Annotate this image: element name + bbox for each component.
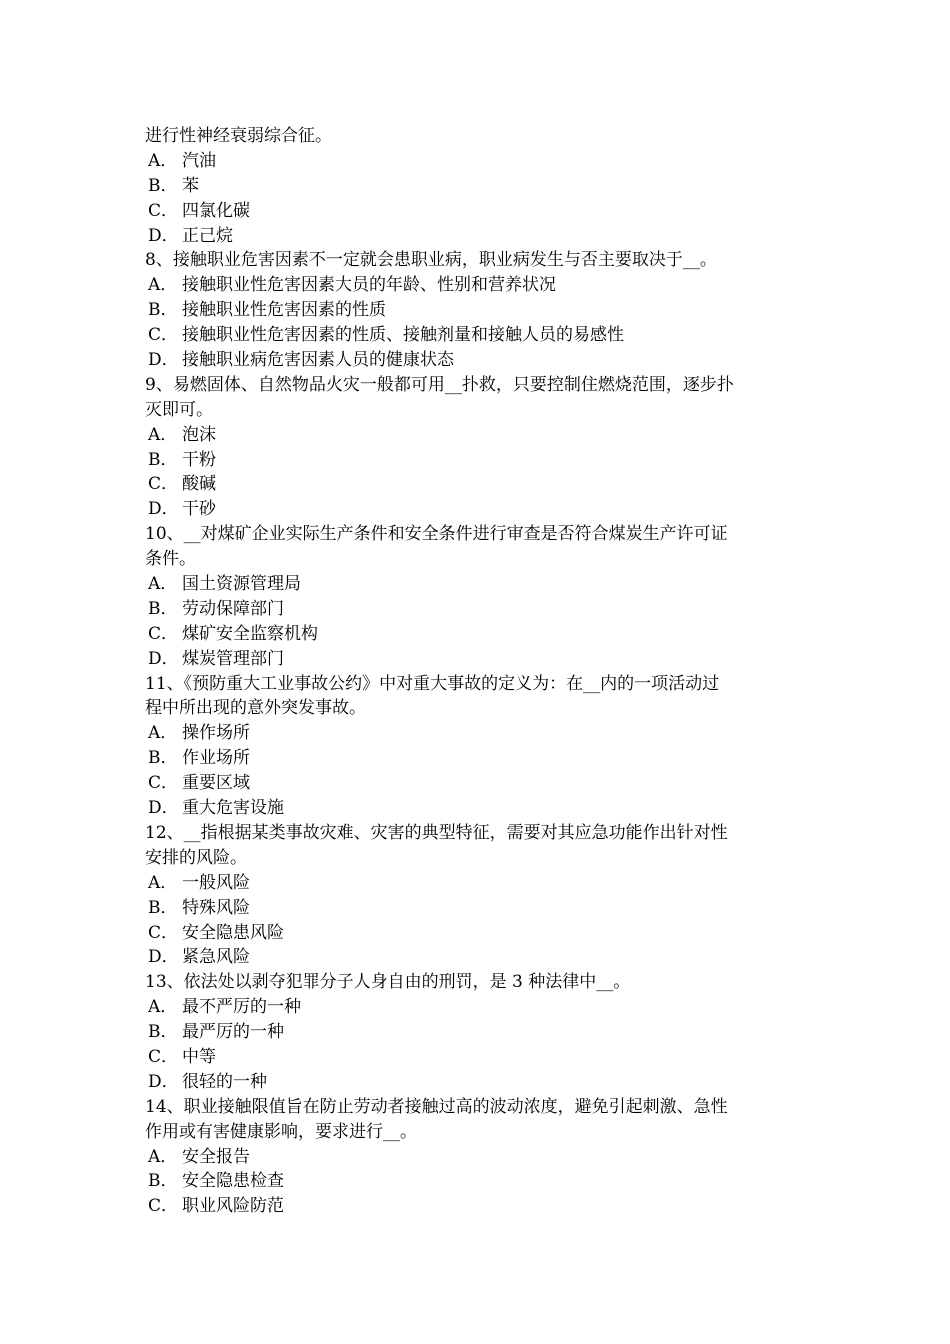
option-letter: D． — [148, 499, 179, 520]
question-10-option-c — [145, 622, 810, 647]
option-text: 汽油 — [182, 150, 216, 171]
question-12-option-d — [145, 945, 810, 970]
document-page — [145, 124, 810, 1219]
option-text: 重要区域 — [182, 773, 250, 794]
question-13-stem: 13、依法处以剥夺犯罪分子人身自由的刑罚，是 3 种法律中__。 — [145, 972, 631, 993]
question-14-stem-line-2: 作用或有害健康影响，要求进行__。 — [145, 1121, 417, 1142]
question-7-option-c — [145, 199, 810, 224]
option-text: 苯 — [182, 175, 199, 196]
option-text: 安全隐患检查 — [182, 1171, 284, 1192]
option-letter: C． — [148, 1046, 179, 1067]
option-letter: B． — [148, 300, 178, 321]
option-letter: A． — [148, 997, 178, 1018]
option-text: 安全隐患风险 — [182, 922, 284, 943]
question-10-option-d — [145, 647, 810, 672]
option-text: 接触职业病危害因素人员的健康状态 — [182, 350, 454, 371]
question-11-stem-line-2: 程中所出现的意外突发事故。 — [145, 698, 366, 719]
question-7-stem-tail: 进行性神经衰弱综合征。 — [145, 126, 332, 146]
option-letter: C． — [148, 623, 179, 644]
question-13-option-c — [145, 1045, 810, 1070]
question-10-stem-line-1: 10、__对煤矿企业实际生产条件和安全条件进行审查是否符合煤炭生产许可证 — [145, 524, 728, 545]
option-text: 操作场所 — [182, 723, 250, 744]
question-12-option-b — [145, 896, 810, 921]
option-letter: B． — [148, 598, 178, 619]
option-text: 最严厉的一种 — [182, 1022, 284, 1043]
question-14-option-b — [145, 1169, 810, 1194]
option-text: 酸碱 — [182, 474, 216, 495]
question-12-option-c — [145, 921, 810, 946]
option-letter: B． — [148, 175, 178, 196]
option-text: 一般风险 — [182, 872, 250, 893]
option-letter: A． — [148, 574, 178, 595]
option-text: 很轻的一种 — [182, 1071, 267, 1092]
question-12-stem-line-2: 安排的风险。 — [145, 847, 247, 868]
option-letter: D． — [148, 225, 179, 246]
option-text: 作业场所 — [182, 748, 250, 769]
option-letter: D． — [148, 350, 179, 371]
question-11-option-c — [145, 771, 810, 796]
question-7-option-b — [145, 174, 810, 199]
option-text: 煤矿安全监察机构 — [182, 623, 318, 644]
question-11-option-a — [145, 721, 810, 746]
option-letter: C． — [148, 474, 179, 495]
option-letter: D． — [148, 648, 179, 669]
option-text: 国土资源管理局 — [182, 574, 301, 595]
option-text: 紧急风险 — [182, 947, 250, 968]
question-8-option-b — [145, 298, 810, 323]
option-text: 干砂 — [182, 499, 216, 520]
option-letter: A． — [148, 275, 178, 296]
question-11-option-d — [145, 796, 810, 821]
option-letter: A． — [148, 424, 178, 445]
option-letter: C． — [148, 325, 179, 346]
option-letter: B． — [148, 1022, 178, 1043]
option-letter: A． — [148, 872, 178, 893]
option-letter: C． — [148, 1196, 179, 1217]
question-9-option-d — [145, 497, 810, 522]
option-letter: B． — [148, 1171, 178, 1192]
option-letter: A． — [148, 723, 178, 744]
option-text: 接触职业性危害因素的性质 — [182, 300, 386, 321]
option-letter: D． — [148, 1071, 179, 1092]
question-10-option-a — [145, 572, 810, 597]
option-letter: B． — [148, 449, 178, 470]
option-text: 最不严厉的一种 — [182, 997, 301, 1018]
question-11-stem-line-1: 11、《预防重大工业事故公约》中对重大事故的定义为：在__内的一项活动过 — [145, 673, 720, 694]
question-9-stem-line-2: 灭即可。 — [145, 399, 213, 420]
option-text: 正己烷 — [182, 225, 233, 246]
option-letter: C． — [148, 773, 179, 794]
option-letter: B． — [148, 748, 178, 769]
question-8-option-d — [145, 348, 810, 373]
question-7-option-d — [145, 224, 810, 249]
option-text: 泡沫 — [182, 424, 216, 445]
question-10-stem-line-2: 条件。 — [145, 549, 196, 570]
question-9-option-c — [145, 472, 810, 497]
option-text: 职业风险防范 — [182, 1196, 284, 1217]
option-text: 特殊风险 — [182, 897, 250, 918]
question-8-stem: 8、接触职业危害因素不一定就会患职业病，职业病发生与否主要取决于__。 — [145, 250, 717, 271]
option-letter: D． — [148, 947, 179, 968]
question-8-option-c — [145, 323, 810, 348]
question-14-option-a — [145, 1145, 810, 1170]
option-text: 劳动保障部门 — [182, 598, 284, 619]
question-13-option-d — [145, 1070, 810, 1095]
option-text: 重大危害设施 — [182, 798, 284, 819]
question-14-option-c — [145, 1194, 810, 1219]
option-letter: A． — [148, 1146, 178, 1167]
option-letter: D． — [148, 798, 179, 819]
question-10-option-b — [145, 597, 810, 622]
option-text: 接触职业性危害因素的性质、接触剂量和接触人员的易感性 — [182, 325, 624, 346]
question-12-option-a — [145, 871, 810, 896]
question-13-option-b — [145, 1020, 810, 1045]
option-text: 安全报告 — [182, 1146, 250, 1167]
question-12-stem-line-1: 12、__指根据某类事故灾难、灾害的典型特征，需要对其应急功能作出针对性 — [145, 822, 728, 843]
question-14-stem-line-1: 14、职业接触限值旨在防止劳动者接触过高的波动浓度，避免引起刺激、急性 — [145, 1096, 728, 1117]
option-text: 四氯化碳 — [182, 200, 250, 221]
question-13-option-a — [145, 995, 810, 1020]
question-8-option-a — [145, 273, 810, 298]
question-9-stem-line-1: 9、易燃固体、自然物品火灾一般都可用__扑救，只要控制住燃烧范围，逐步扑 — [145, 374, 734, 395]
option-letter: C． — [148, 922, 179, 943]
question-9-option-b — [145, 448, 810, 473]
question-7-option-a — [145, 149, 810, 174]
option-text: 接触职业性危害因素大员的年龄、性别和营养状况 — [182, 275, 556, 296]
question-9-option-a — [145, 423, 810, 448]
option-letter: B． — [148, 897, 178, 918]
option-text: 中等 — [182, 1046, 216, 1067]
option-letter: A． — [148, 150, 178, 171]
option-text: 煤炭管理部门 — [182, 648, 284, 669]
option-letter: C． — [148, 200, 179, 221]
question-11-option-b — [145, 746, 810, 771]
option-text: 干粉 — [182, 449, 216, 470]
